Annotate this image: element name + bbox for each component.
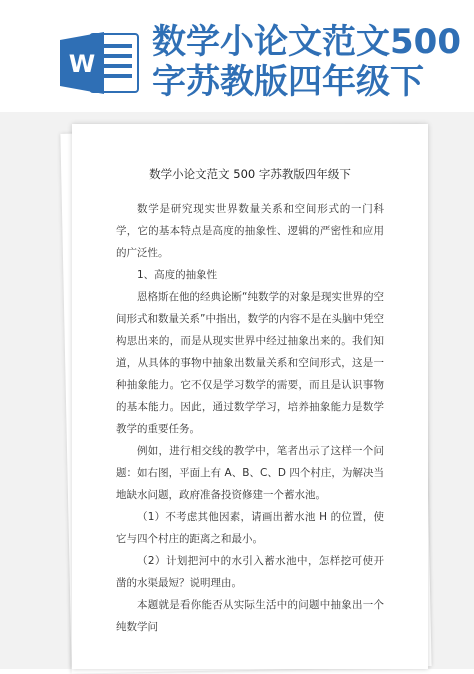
paragraph: 恩格斯在他的经典论断“纯数学的对象是现实世界的空间形式和数量关系”中指出，数学的内容不是在头脑中凭空构思出来的，而是从现实世界中经过抽象出来的。我们知道，从具体的事物中抽象出数量关系和空间形式，这是一种抽象能力。它不仅是学习数学的需要，而且是认识事物的基本能力。因此，通过数学学习，培养抽象能力是数学教学的重要任务。: [116, 291, 384, 435]
paragraph: （1）不考虑其他因素，请画出蓄水池 H 的位置，使它与四个村庄的距离之和最小。: [116, 511, 384, 545]
paragraph: （2）计划把河中的水引入蓄水池中，怎样挖可使开凿的水渠最短？说明理由。: [116, 555, 384, 589]
document-title: 数学小论文范文 500 字苏教版四年级下: [149, 167, 351, 181]
banner: [0, 0, 474, 112]
section-heading: 1、高度的抽象性: [137, 269, 218, 281]
svg-text:W: W: [68, 50, 96, 78]
document-page: [72, 124, 428, 669]
banner-title: 数学小论文范文500字苏教版四年级下: [152, 22, 461, 102]
paragraph: 例如，进行相交线的教学中，笔者出示了这样一个问题：如右图，平面上有 A、B、C、D 四个村庄，为解决当地缺水问题，政府准备投资修建一个蓄水池。: [116, 445, 384, 501]
paragraph: 数学是研究现实世界数量关系和空间形式的一门科学，它的基本特点是高度的抽象性、逻辑的严密性和应用的广泛性。: [116, 203, 384, 259]
word-icon: [60, 32, 140, 94]
paragraph: 本题就是看你能否从实际生活中的问题中抽象出一个纯数学问: [116, 599, 384, 633]
